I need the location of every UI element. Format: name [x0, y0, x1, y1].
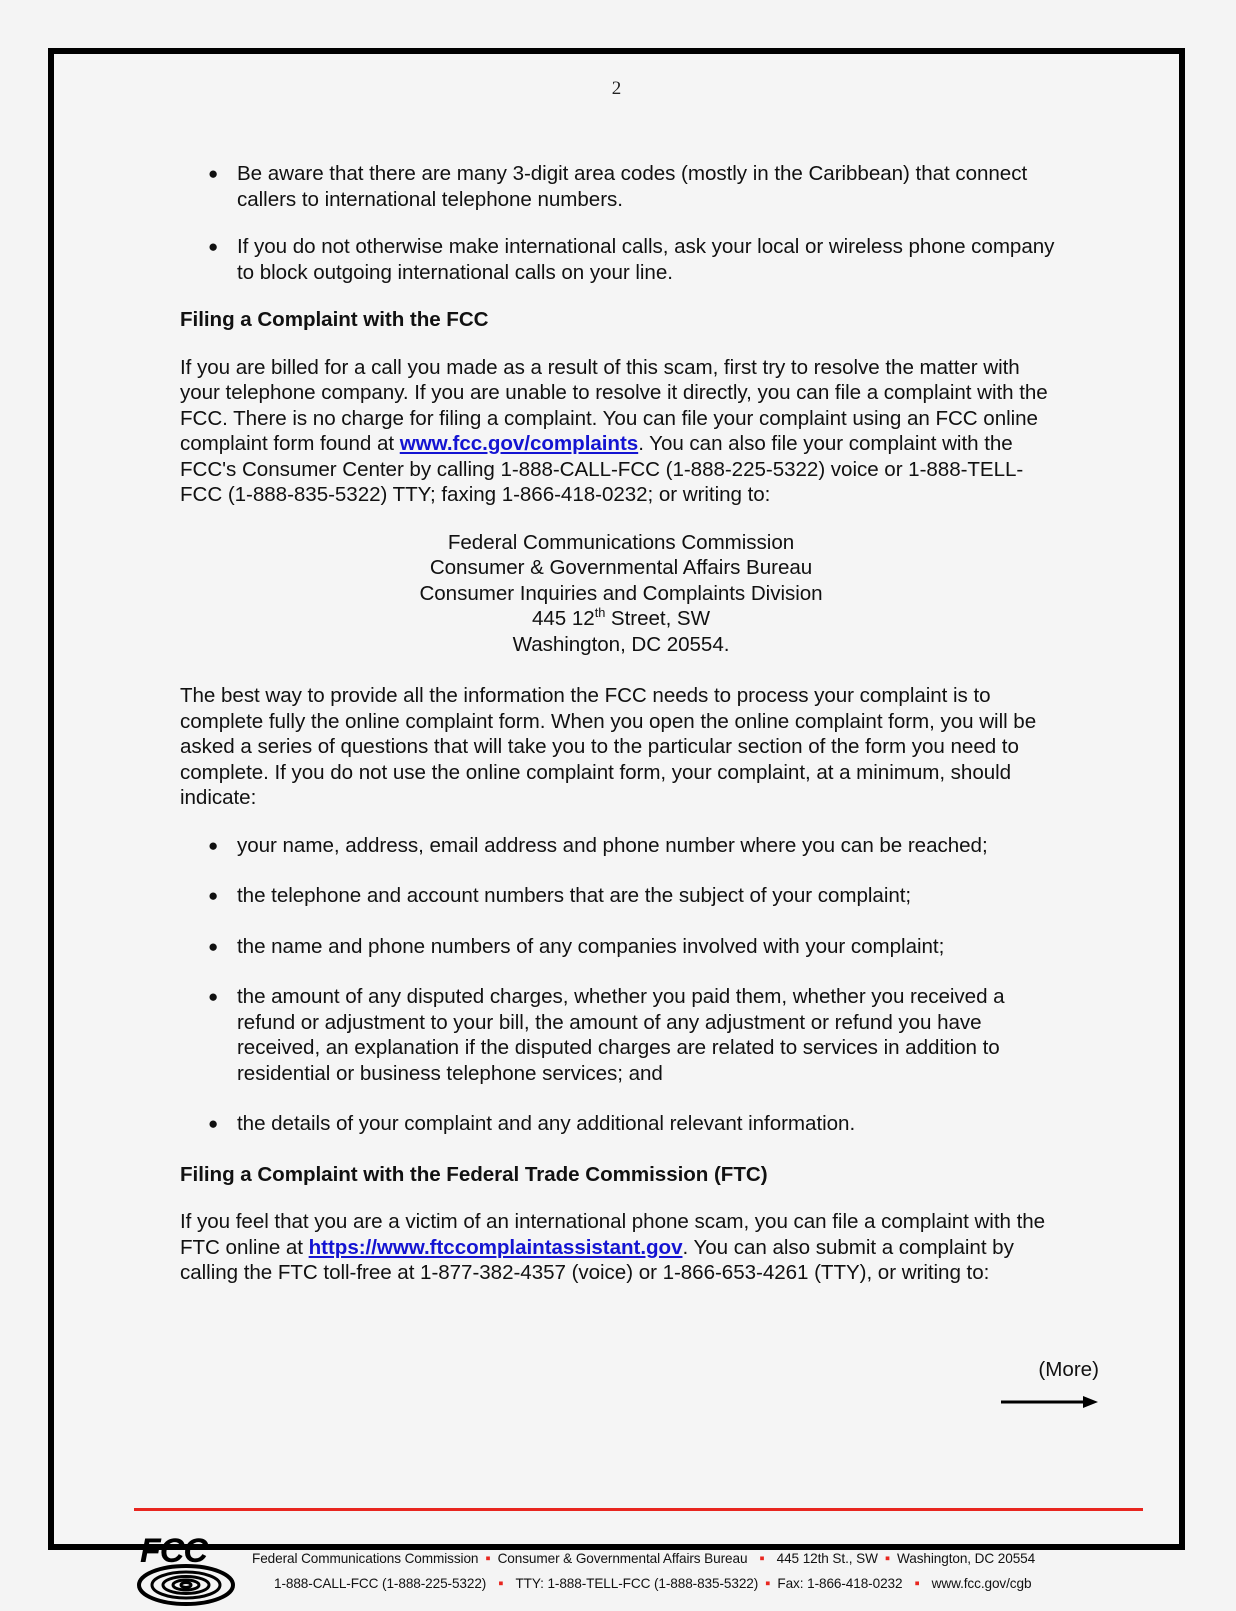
footer-divider: [134, 1508, 1143, 1511]
list-item-text: the telephone and account numbers that are the subject of your complaint;: [237, 884, 912, 907]
footer-line-2: [248, 1571, 1149, 1596]
fcc-logo-wordmark: FCC: [140, 1532, 207, 1570]
paragraph-best-way: The best way to provide all the information the FCC needs to process your complaint is to complete fully the online complaint form. When you open the online complaint form, you will be asked a series of questions that will take you to the particular section of the form you need to complete. If you do not use the online complaint form, your complaint, at a minimum, should indicate:: [180, 684, 1037, 809]
list-item: [180, 833, 1062, 859]
section-heading-fcc: Filing a Complaint with the FCC: [180, 308, 489, 331]
link-ftc-complaint-assistant[interactable]: https://www.ftccomplaintassistant.gov: [308, 1235, 683, 1259]
bullet-dot-icon: ●: [208, 835, 219, 855]
page-number: 2: [611, 78, 622, 99]
address-street-number: 445 12: [532, 607, 595, 630]
list-item: [180, 883, 1062, 909]
address-line-5: Washington, DC 20554.: [512, 632, 730, 656]
fcc-mailing-address: [180, 530, 1062, 658]
bullet-dot-icon: ●: [208, 1114, 219, 1133]
list-item-text: the amount of any disputed charges, whether you paid them, whether you received a refund or adjustment to your bill, the amount of any adjustment or refund you have received, an explanation if the disputed charges are related to services in addition to residential or business telephone services; and: [237, 985, 1005, 1085]
complaint-bullet-list: [180, 833, 1062, 1137]
bullet-dot-icon: ●: [208, 886, 219, 905]
list-item: [180, 234, 1062, 285]
paragraph-ftc-complaint: [180, 1209, 1062, 1286]
page-inner: [54, 54, 1179, 1592]
document-page: [48, 48, 1185, 1592]
section-heading-ftc: Filing a Complaint with the Federal Trade Commission (FTC): [180, 1162, 768, 1186]
paragraph-text-part1: If you are billed for a call you made as a result of this scam, first try to resolve the matter with your telephone company. If you are unable to resolve it directly, you can file a complaint with the FCC. There is no charge for filing a complaint. You can file your complaint using an FCC online complaint form found at: [180, 355, 1048, 455]
list-item-text: the details of your complaint and any additional relevant information.: [237, 1112, 856, 1135]
list-item-text: Be aware that there are many 3-digit area codes (mostly in the Caribbean) that connect callers to international telephone numbers.: [237, 162, 1028, 211]
separator-icon: ▪: [884, 1549, 891, 1567]
footer-contact-info: [248, 1546, 1149, 1596]
bullet-dot-icon: ●: [208, 936, 219, 956]
bullet-dot-icon: ●: [208, 237, 219, 256]
separator-icon: ▪: [759, 1549, 765, 1567]
paragraph-text-part1: If you feel that you are a victim of an international phone scam, you can file a complaint with the FTC online at: [180, 1210, 1046, 1259]
list-item-text: If you do not otherwise make international calls, ask your local or wireless phone company to block outgoing international calls on your line.: [237, 235, 1055, 284]
paragraph-text-part2: . You can also submit a complaint by calling the FTC toll-free at 1-877-382-4357 (voice) or 1-866-653-4261 (TTY), or writing to:: [180, 1235, 1014, 1284]
address-line-1: Federal Communications Commission: [447, 530, 795, 554]
right-arrow-icon: [959, 1394, 1099, 1410]
link-fcc-complaints[interactable]: www.fcc.gov/complaints: [399, 432, 639, 455]
document-content: [180, 161, 1062, 1308]
separator-icon: ▪: [914, 1574, 920, 1592]
footer-body: [134, 1530, 1149, 1611]
footer-agency-name: Federal Communications Commission: [252, 1550, 479, 1566]
footer-street-address: 445 12th St., SW: [776, 1550, 878, 1566]
separator-icon: ▪: [765, 1574, 771, 1592]
more-label: (More): [1038, 1358, 1099, 1381]
fcc-logo: [134, 1530, 238, 1611]
paragraph-text-part2: . You can also file your complaint with the FCC's Consumer Center by calling 1-888-CALL-FCC (1-888-225-5322) voice or 1-888-TELL-FCC (1-888-835-5322) TTY; faxing 1-866-418-0232; or writing to:: [180, 432, 1024, 506]
list-item: [180, 1111, 1062, 1137]
footer-line-1: [248, 1546, 1149, 1571]
footer-fax: Fax: 1-866-418-0232: [777, 1575, 903, 1591]
address-line-3: Consumer Inquiries and Complaints Division: [419, 581, 823, 605]
footer-phone-voice: 1-888-CALL-FCC (1-888-225-5322): [274, 1575, 487, 1591]
footer-city-state-zip: Washington, DC 20554: [897, 1550, 1036, 1566]
footer-bureau-name: Consumer & Governmental Affairs Bureau: [497, 1550, 748, 1566]
address-line-4: [180, 606, 1062, 632]
bullet-dot-icon: ●: [208, 987, 219, 1006]
list-item-text: your name, address, email address and phone number where you can be reached;: [237, 833, 988, 857]
bullet-dot-icon: ●: [208, 164, 219, 183]
list-item: [180, 934, 1062, 960]
footer-phone-tty: TTY: 1-888-TELL-FCC (1-888-835-5322): [515, 1575, 759, 1591]
address-ordinal-suffix: th: [594, 605, 606, 621]
more-indicator: [959, 1358, 1099, 1410]
separator-icon: ▪: [485, 1549, 491, 1567]
separator-icon: ▪: [498, 1574, 504, 1592]
paragraph-fcc-complaint: [180, 355, 1062, 508]
list-item-text: the name and phone numbers of any companies involved with your complaint;: [237, 934, 945, 958]
address-street-name: Street, SW: [605, 607, 710, 630]
address-line-2: Consumer & Governmental Affairs Bureau: [429, 556, 813, 579]
footer-website[interactable]: www.fcc.gov/cgb: [931, 1575, 1032, 1591]
list-item: [180, 984, 1062, 1086]
list-item: [180, 161, 1062, 212]
top-bullet-list: [180, 161, 1062, 285]
